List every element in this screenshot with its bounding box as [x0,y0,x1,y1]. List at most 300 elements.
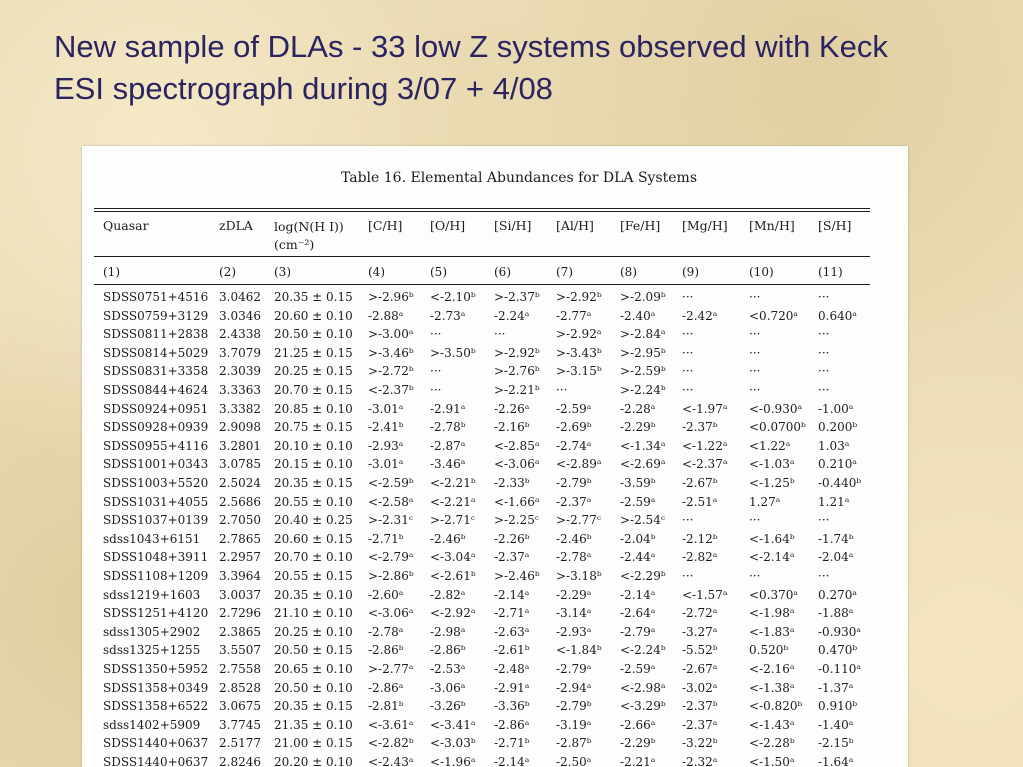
cell-zdla: 2.3039 [219,364,261,379]
cell-zdla: 3.2801 [219,438,261,453]
cell-o-h: ··· [430,364,442,379]
cell-mn-h: <-0.820ᵇ [749,699,803,714]
cell-o-h: -2.86ᵇ [430,643,466,658]
cell-c-h: <-2.79ᵃ [368,550,414,565]
cell-quasar: SDSS1031+4055 [103,494,209,509]
cell-mg-h: -2.51ᵃ [682,494,718,509]
cell-mn-h: <-1.25ᵇ [749,476,795,490]
cell-zdla: 2.7296 [219,606,261,621]
cell-quasar: SDSS1358+6522 [103,699,209,714]
cell-o-h: -2.78ᵇ [430,420,466,435]
cell-log-nhi: 20.35 ± 0.15 [274,290,353,304]
cell-o-h: -3.26ᵇ [430,699,466,714]
cell-mg-h: -2.37ᵇ [682,699,718,714]
cell-si-h: -2.26ᵃ [494,401,530,416]
cell-s-h: ··· [818,345,830,360]
cell-mg-h: -2.82ᵃ [682,550,718,565]
cell-o-h: -2.87ᵃ [430,438,466,453]
cell-mn-h: <0.720ᵃ [749,308,799,323]
cell-al-h: -3.19ᵃ [556,717,592,732]
cell-mg-h: -3.02ᵃ [682,680,718,695]
cell-mn-h: ··· [749,327,761,342]
cell-mn-h: <-2.16ᵃ [749,662,795,676]
table-row [82,418,908,436]
cell-log-nhi: 20.65 ± 0.10 [274,662,353,676]
cell-s-h: 0.910ᵇ [818,699,858,714]
cell-log-nhi: 21.25 ± 0.15 [274,345,353,360]
cell-si-h: >-2.46ᵇ [494,569,540,583]
cell-fe-h: <-1.34ᵃ [620,438,666,453]
cell-al-h: -2.93ᵃ [556,624,592,639]
cell-o-h: <-2.61ᵇ [430,569,476,583]
cell-zdla: 2.5177 [219,736,261,751]
cell-fe-h: -2.14ᵃ [620,587,656,602]
cell-mn-h: 0.520ᵇ [749,643,789,658]
cell-mg-h: -2.32ᵃ [682,755,718,767]
header-zdla: zDLA [219,218,253,233]
cell-quasar: sdss1043+6151 [103,531,201,546]
cell-al-h: -2.29ᵃ [556,587,592,602]
cell-log-nhi: 20.75 ± 0.15 [274,420,353,435]
cell-mg-h: <-1.22ᵃ [682,438,728,453]
cell-al-h: -2.94ᵃ [556,680,592,695]
cell-o-h: -2.91ᵃ [430,401,466,416]
cell-mn-h: <-1.83ᵃ [749,624,795,639]
cell-s-h: 0.210ᵃ [818,457,857,472]
cell-log-nhi: 20.70 ± 0.10 [274,550,353,565]
table-row [82,734,908,752]
cell-si-h: <-3.06ᵃ [494,457,540,472]
cell-al-h: -2.77ᵃ [556,308,592,323]
cell-mg-h: -2.12ᵇ [682,531,718,546]
cell-al-h: -2.87ᵇ [556,736,592,751]
cell-mg-h: -2.67ᵃ [682,662,718,676]
cell-fe-h: -2.29ᵇ [620,736,656,751]
cell-o-h: <-3.03ᵇ [430,736,476,751]
header-mg-h: [Mg/H] [682,218,728,233]
table-row [82,493,908,511]
cell-al-h: ··· [556,383,568,397]
cell-log-nhi: 20.55 ± 0.15 [274,569,353,583]
cell-quasar: SDSS1350+5952 [103,662,209,676]
cell-o-h: ··· [430,327,442,342]
column-number-mg-h: (9) [682,265,699,279]
cell-zdla: 2.7050 [219,513,261,528]
cell-fe-h: -2.21ᵃ [620,755,656,767]
cell-si-h: -2.48ᵃ [494,662,530,676]
cell-mg-h: <-1.97ᵃ [682,401,728,416]
cell-si-h: <-1.66ᵃ [494,494,540,509]
cell-fe-h: -2.64ᵃ [620,606,656,621]
cell-c-h: >-2.77ᵃ [368,662,414,676]
table-row [82,381,908,399]
cell-fe-h: -2.66ᵃ [620,717,656,732]
table-row [82,679,908,697]
slide-title-line-1: New sample of DLAs - 33 low Z systems observed with Keck [54,29,888,64]
cell-c-h: >-3.46ᵇ [368,345,414,360]
cell-s-h: -1.74ᵇ [818,531,854,546]
cell-mn-h: <-1.43ᵃ [749,717,795,732]
cell-zdla: 2.5024 [219,476,261,490]
cell-quasar: SDSS0928+0939 [103,420,209,435]
cell-s-h: -0.440ᵇ [818,476,862,490]
cell-mg-h: -3.27ᵃ [682,624,718,639]
cell-al-h: -2.79ᵇ [556,476,592,490]
cell-mg-h: ··· [682,383,694,397]
cell-si-h: -2.33ᵇ [494,476,530,490]
cell-mn-h: <1.22ᵃ [749,438,791,453]
cell-mg-h: -2.72ᵃ [682,606,718,621]
cell-s-h: ··· [818,569,830,583]
cell-zdla: 3.3363 [219,383,261,397]
cell-zdla: 3.5507 [219,643,261,658]
cell-log-nhi: 20.25 ± 0.10 [274,624,353,639]
cell-s-h: ··· [818,290,830,304]
table-row [82,437,908,455]
cell-zdla: 2.8528 [219,680,261,695]
cell-o-h: <-2.92ᵃ [430,606,476,621]
cell-o-h: <-2.21ᵇ [430,476,476,490]
table-row [82,288,908,306]
cell-s-h: 0.200ᵇ [818,420,858,435]
cell-al-h: <-1.84ᵇ [556,643,602,658]
cell-s-h: -1.40ᵃ [818,717,854,732]
cell-s-h: 0.270ᵃ [818,587,857,602]
cell-s-h: -1.88ᵃ [818,606,854,621]
table-row [82,548,908,566]
cell-c-h: -3.01ᵃ [368,457,404,472]
cell-al-h: -2.79ᵃ [556,662,592,676]
column-number-mn-h: (10) [749,265,774,279]
cell-quasar: SDSS1440+0637 [103,736,209,751]
table-row [82,325,908,343]
cell-c-h: -2.86ᵇ [368,643,404,658]
cell-log-nhi: 20.60 ± 0.15 [274,531,353,546]
cell-mn-h: ··· [749,569,761,583]
cell-al-h: <-2.89ᵃ [556,457,602,472]
cell-mn-h: ··· [749,383,761,397]
table-row [82,567,908,585]
cell-si-h: -3.36ᵇ [494,699,530,714]
cell-al-h: -2.59ᵃ [556,401,592,416]
cell-mn-h: ··· [749,364,761,379]
header-si-h: [Si/H] [494,218,532,233]
cell-log-nhi: 20.85 ± 0.10 [274,401,353,416]
cell-fe-h: -2.40ᵃ [620,308,656,323]
table-row [82,400,908,418]
cell-mn-h: <-1.98ᵃ [749,606,795,621]
cell-al-h: -2.79ᵇ [556,699,592,714]
table-row [82,455,908,473]
cell-mn-h: <-1.03ᵃ [749,457,795,472]
cell-zdla: 2.4338 [219,327,261,342]
cell-c-h: <-3.06ᵃ [368,606,414,621]
cell-fe-h: -2.04ᵇ [620,531,656,546]
cell-fe-h: <-2.29ᵇ [620,569,666,583]
table-row [82,604,908,622]
cell-c-h: -2.60ᵃ [368,587,404,602]
cell-zdla: 3.0462 [219,290,261,304]
cell-mg-h: -2.67ᵇ [682,476,718,490]
cell-s-h: -1.64ᵃ [818,755,854,767]
table-caption: Table 16. Elemental Abundances for DLA Systems [340,170,698,186]
column-number-s-h: (11) [818,265,843,279]
cell-s-h: -2.15ᵇ [818,736,854,751]
header-fe-h: [Fe/H] [620,218,661,233]
cell-si-h: -2.26ᵇ [494,531,530,546]
cell-log-nhi: 20.40 ± 0.25 [274,513,353,528]
cell-al-h: >-3.43ᵇ [556,345,602,360]
cell-c-h: >-2.96ᵇ [368,290,414,304]
column-number-quasar: (1) [103,265,120,279]
cell-s-h: ··· [818,513,830,528]
cell-zdla: 2.5686 [219,494,261,509]
cell-si-h: >-2.76ᵇ [494,364,540,379]
header-mn-h: [Mn/H] [749,218,795,233]
cell-fe-h: >-2.59ᵇ [620,364,666,379]
cell-log-nhi: 20.35 ± 0.15 [274,476,353,490]
header-log-nhi: log(N(H I)) (cm⁻²) [274,219,344,252]
cell-zdla: 2.7865 [219,531,261,546]
cell-c-h: >-2.72ᵇ [368,364,414,379]
cell-mn-h: ··· [749,513,761,528]
cell-s-h: -0.930ᵃ [818,624,862,639]
cell-fe-h: -2.59ᵃ [620,494,656,509]
cell-s-h: -1.37ᵃ [818,680,854,695]
cell-mg-h: -2.37ᵃ [682,717,718,732]
cell-mn-h: <-1.50ᵃ [749,755,795,767]
cell-zdla: 3.3382 [219,401,261,416]
cell-si-h: >-2.37ᵇ [494,290,540,304]
cell-zdla: 2.7558 [219,662,261,676]
cell-fe-h: >-2.84ᵃ [620,327,666,342]
cell-zdla: 3.0785 [219,457,261,472]
cell-si-h: -2.63ᵃ [494,624,530,639]
cell-fe-h: -3.59ᵇ [620,476,656,490]
cell-mn-h: ··· [749,345,761,360]
cell-s-h: ··· [818,383,830,397]
cell-quasar: SDSS1048+3911 [103,550,209,565]
column-number-c-h: (4) [368,265,385,279]
cell-log-nhi: 20.50 ± 0.10 [274,680,353,695]
column-number-si-h: (6) [494,265,511,279]
cell-c-h: <-2.58ᵃ [368,494,414,509]
cell-quasar: SDSS0759+3129 [103,308,209,323]
column-number-zdla: (2) [219,265,236,279]
cell-log-nhi: 20.50 ± 0.10 [274,327,353,342]
cell-log-nhi: 20.35 ± 0.15 [274,699,353,714]
cell-c-h: -2.81ᵇ [368,699,404,714]
cell-mg-h: <-2.37ᵃ [682,457,728,472]
cell-fe-h: <-2.98ᵃ [620,680,666,695]
cell-al-h: -2.69ᵇ [556,420,592,435]
cell-zdla: 3.7745 [219,717,261,732]
cell-o-h: <-2.10ᵇ [430,290,476,304]
cell-o-h: <-3.41ᵃ [430,717,476,732]
cell-s-h: 1.03ᵃ [818,438,850,453]
column-number-row [82,265,908,283]
cell-o-h: -2.46ᵇ [430,531,466,546]
cell-al-h: -2.37ᵃ [556,494,592,509]
cell-c-h: <-2.43ᵃ [368,755,414,767]
cell-quasar: SDSS0831+3358 [103,364,209,379]
cell-log-nhi: 20.70 ± 0.15 [274,383,353,397]
cell-quasar: SDSS1251+4120 [103,606,209,621]
cell-quasar: SDSS0844+4624 [103,383,209,397]
cell-s-h: 0.470ᵇ [818,643,858,658]
cell-quasar: SDSS0811+2838 [103,327,209,342]
cell-quasar: SDSS1001+0343 [103,457,209,472]
cell-quasar: SDSS1440+0637 [103,755,209,767]
cell-log-nhi: 20.10 ± 0.10 [274,438,353,453]
table-row [82,530,908,548]
cell-s-h: -0.110ᵃ [818,662,862,676]
cell-mn-h: ··· [749,290,761,304]
cell-si-h: >-2.92ᵇ [494,345,540,360]
table-row [82,753,908,767]
cell-si-h: ··· [494,327,506,342]
table-row [82,697,908,715]
cell-zdla: 3.0675 [219,699,261,714]
cell-s-h: -1.00ᵃ [818,401,854,416]
cell-quasar: SDSS0751+4516 [103,290,209,304]
cell-al-h: -2.78ᵃ [556,550,592,565]
cell-c-h: -2.71ᵇ [368,531,404,546]
cell-fe-h: -2.29ᵇ [620,420,656,435]
cell-si-h: -2.24ᵃ [494,308,530,323]
cell-o-h: >-2.71ᶜ [430,513,475,528]
cell-mg-h: -2.37ᵇ [682,420,718,435]
cell-o-h: <-1.96ᵃ [430,755,476,767]
cell-s-h: ··· [818,364,830,379]
cell-si-h: -2.71ᵇ [494,736,530,751]
cell-quasar: SDSS1037+0139 [103,513,209,528]
cell-o-h: -2.98ᵃ [430,624,466,639]
cell-al-h: >-3.18ᵇ [556,569,602,583]
header-rule [94,256,870,257]
cell-quasar: SDSS0924+0951 [103,401,209,416]
table-row [82,474,908,492]
cell-c-h: -2.78ᵃ [368,624,404,639]
cell-fe-h: >-2.24ᵇ [620,383,666,397]
cell-mg-h: ··· [682,513,694,528]
cell-mn-h: <0.0700ᵇ [749,420,806,435]
table-row [82,623,908,641]
cell-fe-h: -2.44ᵃ [620,550,656,565]
cell-log-nhi: 20.50 ± 0.15 [274,643,353,658]
cell-log-nhi: 21.10 ± 0.10 [274,606,353,621]
cell-s-h: ··· [818,327,830,342]
cell-zdla: 3.0346 [219,308,261,323]
cell-mn-h: <-1.38ᵃ [749,680,795,695]
slide-title-line-2: ESI spectrograph during 3/07 + 4/08 [54,71,553,106]
cell-o-h: -3.06ᵃ [430,680,466,695]
cell-al-h: >-2.77ᶜ [556,513,601,528]
column-number-rule [94,284,870,285]
cell-zdla: 2.9098 [219,420,261,435]
cell-c-h: <-3.61ᵃ [368,717,414,732]
cell-fe-h: -2.28ᵃ [620,401,656,416]
table-top-rule-2 [94,211,870,212]
cell-zdla: 3.3964 [219,569,261,583]
cell-mn-h: <-2.14ᵃ [749,550,795,565]
cell-log-nhi: 21.00 ± 0.15 [274,736,353,751]
table-scan [82,146,908,767]
cell-log-nhi: 20.15 ± 0.10 [274,457,353,472]
cell-log-nhi: 20.20 ± 0.10 [274,755,353,767]
cell-s-h: 1.21ᵃ [818,494,850,509]
cell-zdla: 2.2957 [219,550,261,565]
cell-c-h: <-2.59ᵇ [368,476,414,490]
cell-o-h: ··· [430,383,442,397]
cell-quasar: SDSS0955+4116 [103,438,209,453]
header-s-h: [S/H] [818,218,852,233]
cell-c-h: <-2.82ᵇ [368,736,414,751]
cell-mg-h: -5.52ᵇ [682,643,718,658]
cell-mn-h: <-2.28ᵇ [749,736,795,751]
cell-quasar: sdss1305+2902 [103,624,201,639]
cell-log-nhi: 20.55 ± 0.10 [274,494,353,509]
table-top-rule [94,208,870,209]
cell-mg-h: -3.22ᵇ [682,736,718,751]
table-row [82,344,908,362]
cell-al-h: >-2.92ᵇ [556,290,602,304]
cell-mn-h: <0.370ᵃ [749,587,799,602]
table-row [82,511,908,529]
cell-quasar: SDSS1358+0349 [103,680,209,695]
cell-c-h: >-2.86ᵇ [368,569,414,583]
cell-s-h: -2.04ᵃ [818,550,854,565]
cell-si-h: -2.61ᵇ [494,643,530,658]
cell-si-h: -2.91ᵃ [494,680,530,695]
cell-fe-h: >-2.95ᵇ [620,345,666,360]
table-row [82,362,908,380]
cell-mn-h: <-0.930ᵃ [749,401,803,416]
table-row [82,586,908,604]
column-number-al-h: (7) [556,265,573,279]
cell-zdla: 3.7079 [219,345,261,360]
cell-si-h: >-2.25ᶜ [494,513,539,528]
cell-al-h: -2.46ᵇ [556,531,592,546]
cell-log-nhi: 21.35 ± 0.10 [274,717,353,732]
cell-al-h: >-3.15ᵇ [556,364,602,379]
cell-c-h: -2.93ᵃ [368,438,404,453]
header-quasar: Quasar [103,218,149,233]
cell-o-h: -2.82ᵃ [430,587,466,602]
cell-mg-h: ··· [682,290,694,304]
cell-quasar: sdss1402+5909 [103,717,201,732]
cell-fe-h: -2.79ᵃ [620,624,656,639]
cell-si-h: -2.71ᵃ [494,606,530,621]
cell-zdla: 2.8246 [219,755,261,767]
cell-c-h: <-2.37ᵇ [368,383,414,397]
cell-mn-h: <-1.64ᵇ [749,531,795,546]
cell-log-nhi: 20.25 ± 0.15 [274,364,353,379]
cell-si-h: -2.14ᵃ [494,587,530,602]
cell-fe-h: <-3.29ᵇ [620,699,666,714]
cell-mg-h: ··· [682,569,694,583]
cell-s-h: 0.640ᵃ [818,308,857,323]
cell-c-h: -2.86ᵃ [368,680,404,695]
cell-mn-h: 1.27ᵃ [749,494,781,509]
cell-quasar: SDSS1003+5520 [103,476,209,490]
cell-si-h: >-2.21ᵇ [494,383,540,397]
cell-c-h: -3.01ᵃ [368,401,404,416]
cell-al-h: >-2.92ᵃ [556,327,602,342]
cell-c-h: >-3.00ᵃ [368,327,414,342]
cell-si-h: -2.37ᵃ [494,550,530,565]
table-header-row [82,218,908,252]
